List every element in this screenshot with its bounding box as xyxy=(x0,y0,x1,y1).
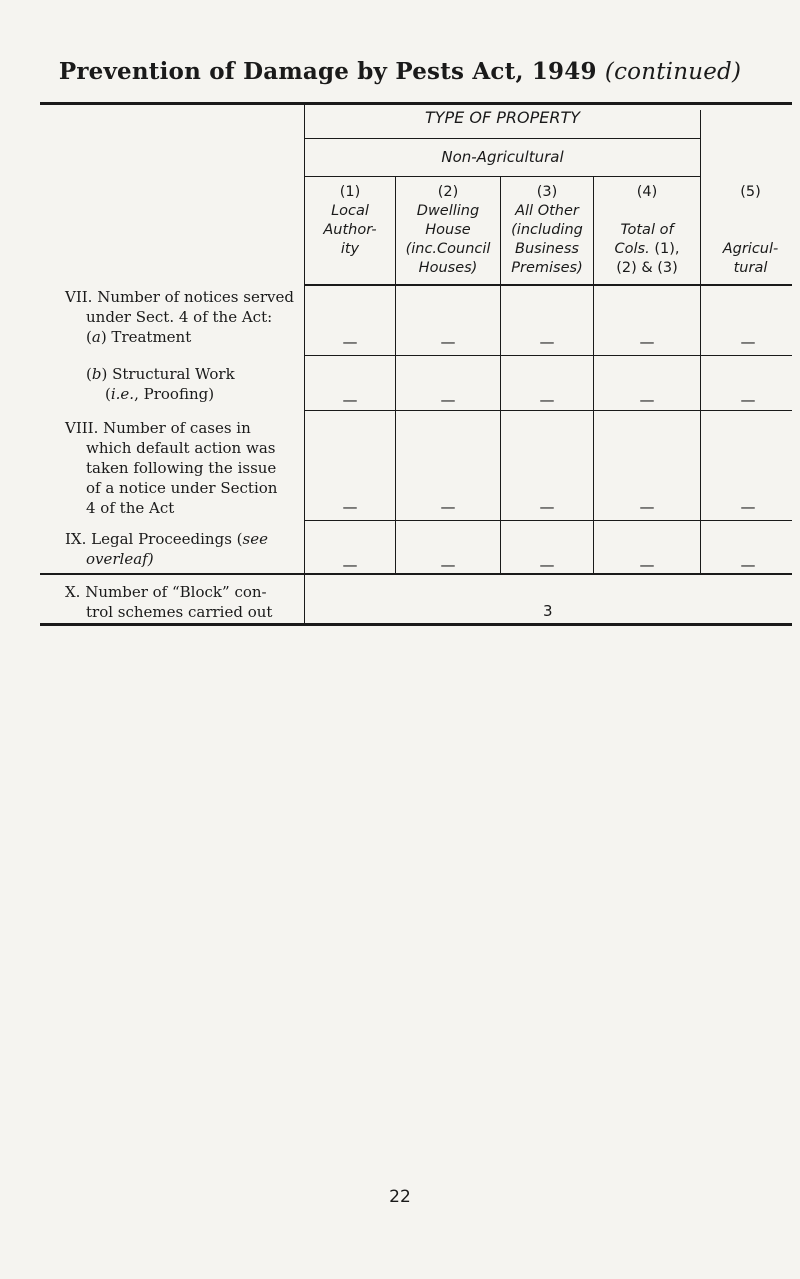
row-viii-line-3: taken following the issue xyxy=(86,459,277,477)
non-agricultural-rule xyxy=(305,138,700,139)
col-rule-4 xyxy=(700,285,701,573)
page-title xyxy=(0,58,800,85)
col-2-header: (2) Dwelling House (inc.Council Houses) xyxy=(405,184,491,276)
cell-value: — xyxy=(639,333,655,351)
table-top-rule xyxy=(40,102,792,105)
row-rule-1 xyxy=(305,355,792,356)
row-vii-line-1: VII. Number of notices served xyxy=(65,288,294,306)
cell-value: — xyxy=(539,556,555,574)
row-x-line-1: X. Number of “Block” con- xyxy=(65,583,267,601)
cell-value: — xyxy=(342,333,358,351)
col-1-header: (1) Local Author- ity xyxy=(323,184,377,257)
cell-value: — xyxy=(639,391,655,409)
row-viii-line-2: which default action was xyxy=(86,439,276,457)
cell-value: — xyxy=(740,391,756,409)
cell-value: — xyxy=(342,556,358,574)
row-rule-4 xyxy=(40,573,792,575)
cell-value: — xyxy=(539,333,555,351)
row-viii-line-4: of a notice under Section xyxy=(86,479,278,497)
block-control-schemes-value: 3 xyxy=(543,602,553,620)
cell-value: — xyxy=(440,498,456,516)
row-ix-line-1: IX. Legal Proceedings (see xyxy=(65,530,268,548)
cell-value: — xyxy=(740,333,756,351)
cell-value: — xyxy=(740,556,756,574)
row-x-line-2: trol schemes carried out xyxy=(86,603,273,621)
row-viii-line-5: 4 of the Act xyxy=(86,499,175,517)
row-vii-line-2: under Sect. 4 of the Act: xyxy=(86,308,273,326)
row-vii-b-line-2: (i.e., Proofing) xyxy=(105,385,215,403)
type-of-property-header: TYPE OF PROPERTY xyxy=(424,108,581,127)
col-4-header: (4) Total of Cols. (1), (2) & (3) xyxy=(614,184,680,276)
title-suffix: (continued) xyxy=(604,59,742,85)
row-vii-b-line-1: (b) Structural Work xyxy=(86,365,235,383)
cell-value: — xyxy=(639,498,655,516)
table-bottom-rule xyxy=(40,623,792,626)
row-rule-2 xyxy=(305,410,792,411)
column-header-rule xyxy=(305,176,700,177)
cell-value: — xyxy=(440,556,456,574)
row-viii-line-1: VIII. Number of cases in xyxy=(65,419,251,437)
page-number: 22 xyxy=(389,1187,411,1207)
title-main: Prevention of Damage by Pests Act, 1949 xyxy=(58,58,597,85)
cell-value: — xyxy=(440,391,456,409)
cell-value: — xyxy=(342,498,358,516)
cell-value: — xyxy=(740,498,756,516)
row-ix-line-2: overleaf) xyxy=(86,550,154,568)
cell-value: — xyxy=(342,391,358,409)
cell-value: — xyxy=(440,333,456,351)
cell-value: — xyxy=(639,556,655,574)
non-agricultural-header: Non-Agricultural xyxy=(441,148,564,166)
header-bottom-rule xyxy=(305,284,792,286)
row-rule-3 xyxy=(305,520,792,521)
col-3-header: (3) All Other (including Business Premises) xyxy=(511,184,583,276)
cell-value: — xyxy=(539,498,555,516)
cell-value: — xyxy=(539,391,555,409)
col-5-header: (5) Agricul- tural xyxy=(722,184,779,276)
row-vii-line-3: (a) Treatment xyxy=(86,328,192,346)
stub-column-rule xyxy=(304,102,305,625)
